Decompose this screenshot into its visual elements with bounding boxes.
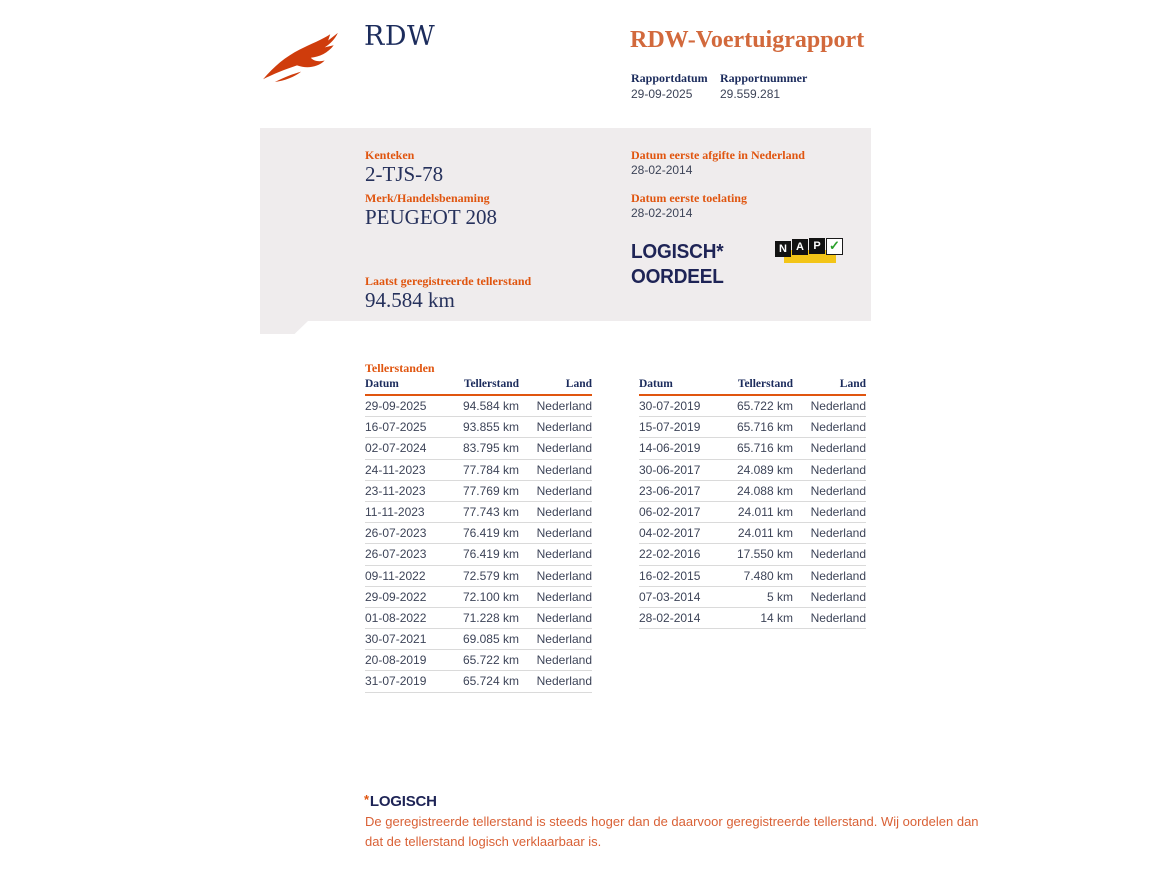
meter-country: Nederland (793, 480, 866, 501)
meter-date: 16-07-2025 (365, 417, 453, 438)
odometer-table-right (639, 378, 866, 629)
meter-country: Nederland (519, 607, 592, 628)
meter-date: 20-08-2019 (365, 650, 453, 671)
meter-country: Nederland (519, 395, 592, 417)
table-row (639, 417, 866, 438)
nap-check-icon: ✓ (826, 238, 843, 255)
meter-country: Nederland (793, 417, 866, 438)
license-plate-label: Kenteken (365, 148, 415, 162)
odometer-section-heading: Tellerstanden (365, 361, 435, 375)
meter-country: Nederland (793, 459, 866, 480)
verdict-text (631, 240, 724, 290)
meter-date: 22-02-2016 (639, 544, 727, 565)
meter-reading: 65.716 km (727, 417, 793, 438)
report-title: RDW-Voertuigrapport (630, 27, 865, 53)
meter-date: 16-02-2015 (639, 565, 727, 586)
column-header-odometer: Tellerstand (453, 378, 519, 395)
report-number-value: 29.559.281 (720, 87, 781, 101)
meter-date: 26-07-2023 (365, 523, 453, 544)
meter-date: 04-02-2017 (639, 523, 727, 544)
meter-reading: 24.011 km (727, 523, 793, 544)
meter-reading: 65.722 km (727, 395, 793, 417)
vehicle-summary-panel (260, 128, 871, 321)
meter-reading: 24.011 km (727, 501, 793, 522)
table-row (365, 586, 592, 607)
meter-country: Nederland (519, 650, 592, 671)
meter-country: Nederland (519, 438, 592, 459)
meter-country: Nederland (519, 417, 592, 438)
meter-country: Nederland (519, 501, 592, 522)
meter-date: 30-07-2021 (365, 629, 453, 650)
table-row (639, 501, 866, 522)
meter-date: 11-11-2023 (365, 501, 453, 522)
meter-reading: 69.085 km (453, 629, 519, 650)
table-row (365, 544, 592, 565)
meter-country: Nederland (519, 459, 592, 480)
table-row (639, 395, 866, 417)
verdict-line-1: LOGISCH* (631, 241, 724, 263)
footnote-heading (364, 792, 437, 810)
meter-date: 15-07-2019 (639, 417, 727, 438)
table-row (365, 501, 592, 522)
meter-country: Nederland (793, 395, 866, 417)
meter-reading: 93.855 km (453, 417, 519, 438)
meter-country: Nederland (793, 544, 866, 565)
meter-country: Nederland (519, 629, 592, 650)
verdict-line-2: OORDEEL (631, 266, 724, 288)
table-row (639, 459, 866, 480)
meter-country: Nederland (793, 523, 866, 544)
first-admission-date-label: Datum eerste toelating (631, 191, 747, 205)
meter-reading: 65.722 km (453, 650, 519, 671)
table-row (365, 565, 592, 586)
table-row (365, 480, 592, 501)
meter-date: 07-03-2014 (639, 586, 727, 607)
meter-date: 31-07-2019 (365, 671, 453, 692)
meter-country: Nederland (793, 607, 866, 628)
column-header-date: Datum (639, 378, 727, 395)
first-issue-date-label: Datum eerste afgifte in Nederland (631, 148, 805, 162)
table-row (365, 671, 592, 692)
last-odometer-label: Laatst geregistreerde tellerstand (365, 274, 532, 288)
table-row (365, 629, 592, 650)
rdw-wing-logo-icon (261, 25, 351, 85)
meter-reading: 77.743 km (453, 501, 519, 522)
table-row (365, 523, 592, 544)
meter-date: 02-07-2024 (365, 438, 453, 459)
meter-reading: 17.550 km (727, 544, 793, 565)
meter-country: Nederland (793, 565, 866, 586)
meter-reading: 14 km (727, 607, 793, 628)
meter-reading: 72.579 km (453, 565, 519, 586)
make-model-label: Merk/Handelsbenaming (365, 191, 490, 205)
table-row (365, 417, 592, 438)
meter-reading: 77.784 km (453, 459, 519, 480)
meter-country: Nederland (793, 501, 866, 522)
meter-date: 01-08-2022 (365, 607, 453, 628)
license-plate-value: 2-TJS-78 (365, 162, 444, 186)
meter-date: 09-11-2022 (365, 565, 453, 586)
column-header-country: Land (519, 378, 592, 395)
table-row (639, 544, 866, 565)
meter-reading: 5 km (727, 586, 793, 607)
meter-country: Nederland (519, 671, 592, 692)
meter-country: Nederland (519, 480, 592, 501)
table-row (365, 395, 592, 417)
meter-reading: 24.089 km (727, 459, 793, 480)
meter-date: 06-02-2017 (639, 501, 727, 522)
footnote-title: LOGISCH (369, 793, 437, 810)
meter-date: 23-11-2023 (365, 480, 453, 501)
table-row (639, 438, 866, 459)
footnote-text-line-1: De geregistreerde tellerstand is steeds hoger dan de daarvoor geregistreerde tellerstand. Wij oordelen dan (365, 814, 979, 829)
meter-date: 29-09-2022 (365, 586, 453, 607)
meter-reading: 7.480 km (727, 565, 793, 586)
meter-reading: 65.716 km (727, 438, 793, 459)
table-row (639, 480, 866, 501)
meter-country: Nederland (519, 565, 592, 586)
column-header-country: Land (793, 378, 866, 395)
meter-date: 28-02-2014 (639, 607, 727, 628)
footnote-asterisk: * (364, 792, 369, 807)
meter-country: Nederland (793, 438, 866, 459)
table-row (639, 586, 866, 607)
meter-reading: 65.724 km (453, 671, 519, 692)
table-row (365, 607, 592, 628)
meter-date: 23-06-2017 (639, 480, 727, 501)
report-number-label: Rapportnummer (720, 71, 808, 85)
meter-date: 30-06-2017 (639, 459, 727, 480)
first-admission-date-value: 28-02-2014 (631, 206, 693, 220)
meter-country: Nederland (793, 586, 866, 607)
meter-date: 29-09-2025 (365, 395, 453, 417)
table-row (365, 650, 592, 671)
nap-letter-a: A (792, 239, 808, 255)
meter-date: 30-07-2019 (639, 395, 727, 417)
column-header-date: Datum (365, 378, 453, 395)
meter-date: 26-07-2023 (365, 544, 453, 565)
meter-country: Nederland (519, 586, 592, 607)
meter-reading: 24.088 km (727, 480, 793, 501)
nap-letter-p: P (809, 238, 825, 254)
meter-reading: 77.769 km (453, 480, 519, 501)
nap-logo (775, 238, 845, 274)
table-header-row (639, 378, 866, 395)
footnote-text-line-2: dat de tellerstand logisch verklaarbaar is. (365, 834, 602, 849)
meter-country: Nederland (519, 544, 592, 565)
table-row (639, 607, 866, 628)
first-issue-date-value: 28-02-2014 (631, 163, 693, 177)
table-row (365, 438, 592, 459)
meter-reading: 72.100 km (453, 586, 519, 607)
report-date-label: Rapportdatum (631, 71, 708, 85)
meter-reading: 83.795 km (453, 438, 519, 459)
report-date-value: 29-09-2025 (631, 87, 693, 101)
last-odometer-value: 94.584 km (365, 288, 455, 312)
meter-reading: 76.419 km (453, 544, 519, 565)
meter-date: 24-11-2023 (365, 459, 453, 480)
column-header-odometer: Tellerstand (727, 378, 793, 395)
meter-reading: 76.419 km (453, 523, 519, 544)
meter-country: Nederland (519, 523, 592, 544)
odometer-table-left (365, 378, 592, 693)
table-header-row (365, 378, 592, 395)
meter-reading: 94.584 km (453, 395, 519, 417)
table-row (639, 523, 866, 544)
table-row (365, 459, 592, 480)
meter-date: 14-06-2019 (639, 438, 727, 459)
nap-letter-n: N (775, 241, 791, 257)
brand-wordmark: RDW (364, 21, 436, 52)
meter-reading: 71.228 km (453, 607, 519, 628)
table-row (639, 565, 866, 586)
make-model-value: PEUGEOT 208 (365, 205, 498, 229)
